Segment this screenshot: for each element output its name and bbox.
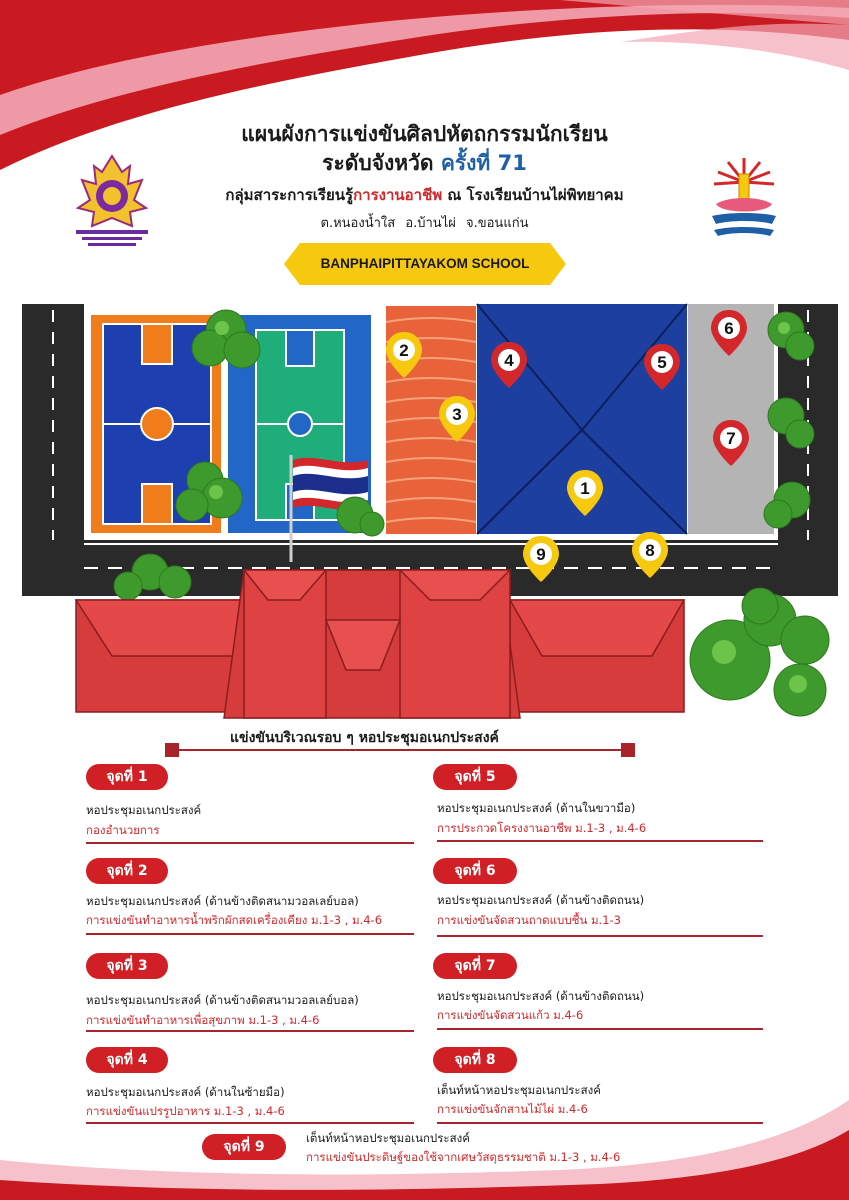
station-9-activity: การแข่งขันประดิษฐ์ของใช้จากเศษวัสดุธรรมชาติ ม.1-3 , ม.4-6 <box>306 1150 621 1164</box>
map-pin-4 <box>491 342 527 388</box>
map-pin-7 <box>713 420 749 466</box>
station-3-place: หอประชุมอเนกประสงค์ (ด้านข้างติดสนามวอลเลย์บอล) <box>86 993 359 1007</box>
station-6-place: หอประชุมอเนกประสงค์ (ด้านข้างติดถนน) <box>437 893 645 907</box>
station-6-underline <box>437 935 763 937</box>
map-pin-3 <box>439 396 475 442</box>
station-6-activity: การแข่งขันจัดสวนถาดแบบชื้น ม.1-3 <box>437 913 621 927</box>
station-6-badge: จุดที่ 6 <box>433 858 517 884</box>
pin-8-label: 8 <box>645 541 655 560</box>
pin-4-label: 4 <box>504 351 514 370</box>
station-1-badge: จุดที่ 1 <box>86 764 168 790</box>
section-divider <box>165 740 635 760</box>
station-8-underline <box>437 1122 763 1124</box>
title-level-text: ระดับจังหวัด <box>322 151 441 175</box>
station-5-place: หอประชุมอเนกประสงค์ (ด้านในขวามือ) <box>437 801 636 815</box>
page-title: แผนผังการแข่งขันศิลปหัตถกรรมนักเรียน <box>241 122 608 146</box>
pin-5-label: 5 <box>657 353 667 372</box>
school-name: BANPHAIPITTAYAKOM SCHOOL <box>320 256 530 271</box>
pin-3-label: 3 <box>452 405 462 424</box>
station-7-activity: การแข่งขันจัดสวนแก้ว ม.4-6 <box>437 1008 584 1022</box>
map-pin-5 <box>644 344 680 390</box>
station-4-badge: จุดที่ 4 <box>86 1047 168 1073</box>
pin-2-label: 2 <box>399 341 409 360</box>
station-8-badge: จุดที่ 8 <box>433 1047 517 1073</box>
station-4-activity: การแข่งขันแปรรูปอาหาร ม.1-3 , ม.4-6 <box>86 1104 285 1118</box>
title-edition: ครั้งที่ 71 <box>440 151 527 175</box>
subtitle-venue: ณ โรงเรียนบ้านไผ่พิทยาคม <box>442 186 624 204</box>
station-4-place: หอประชุมอเนกประสงค์ (ด้านในซ้ายมือ) <box>86 1085 285 1099</box>
pin-7-label: 7 <box>726 429 736 448</box>
map-pin-8 <box>632 532 668 578</box>
map-pin-2 <box>386 332 422 378</box>
station-7-badge: จุดที่ 7 <box>433 953 517 979</box>
station-3-underline <box>86 1030 414 1032</box>
pin-6-label: 6 <box>724 319 734 338</box>
station-1-underline <box>86 842 414 844</box>
page-subtitle <box>0 183 849 207</box>
station-5-activity: การประกวดโครงงานอาชีพ ม.1-3 , ม.4-6 <box>437 821 647 835</box>
station-9-badge: จุดที่ 9 <box>202 1134 286 1160</box>
station-2-badge: จุดที่ 2 <box>86 858 168 884</box>
station-1-activity: กองอำนวยการ <box>86 823 160 837</box>
station-1-place: หอประชุมอเนกประสงค์ <box>86 803 202 817</box>
station-8-activity: การแข่งขันจักสานไม้ไผ่ ม.4-6 <box>437 1102 588 1116</box>
map-pin-1 <box>567 470 603 516</box>
station-2-place: หอประชุมอเนกประสงค์ (ด้านข้างติดสนามวอลเลย์บอล) <box>86 894 359 908</box>
station-4-underline <box>86 1122 414 1124</box>
station-9-place: เต็นท์หน้าหอประชุมอเนกประสงค์ <box>306 1131 470 1145</box>
subtitle-prefix: กลุ่มสาระการเรียนรู้ <box>225 186 354 204</box>
address: ต.หนองน้ำใส อ.บ้านไผ่ จ.ขอนแก่น <box>320 216 529 231</box>
pin-9-label: 9 <box>536 545 546 564</box>
station-7-underline <box>437 1028 763 1030</box>
station-2-underline <box>86 933 414 935</box>
map-pin-6 <box>711 310 747 356</box>
station-3-activity: การแข่งขันทำอาหารเพื่อสุขภาพ ม.1-3 , ม.4-6 <box>86 1013 320 1027</box>
section-heading: แข่งขันบริเวณรอบ ๆ หอประชุมอเนกประสงค์ <box>230 730 499 746</box>
map-pins <box>0 300 849 600</box>
station-2-activity: การแข่งขันทำอาหารน้ำพริกผักสดเครื่องเคียง ม.1-3 , ม.4-6 <box>86 913 383 927</box>
subtitle-subject: การงานอาชีพ <box>353 186 443 204</box>
school-name-banner <box>284 243 566 285</box>
pin-1-label: 1 <box>580 479 590 498</box>
map-pin-9 <box>523 536 559 582</box>
station-8-place: เต็นท์หน้าหอประชุมอเนกประสงค์ <box>437 1083 601 1097</box>
station-3-badge: จุดที่ 3 <box>86 953 168 979</box>
page-title-level <box>0 147 849 180</box>
station-5-badge: จุดที่ 5 <box>433 764 517 790</box>
station-5-underline <box>437 840 763 842</box>
station-7-place: หอประชุมอเนกประสงค์ (ด้านข้างติดถนน) <box>437 989 645 1003</box>
